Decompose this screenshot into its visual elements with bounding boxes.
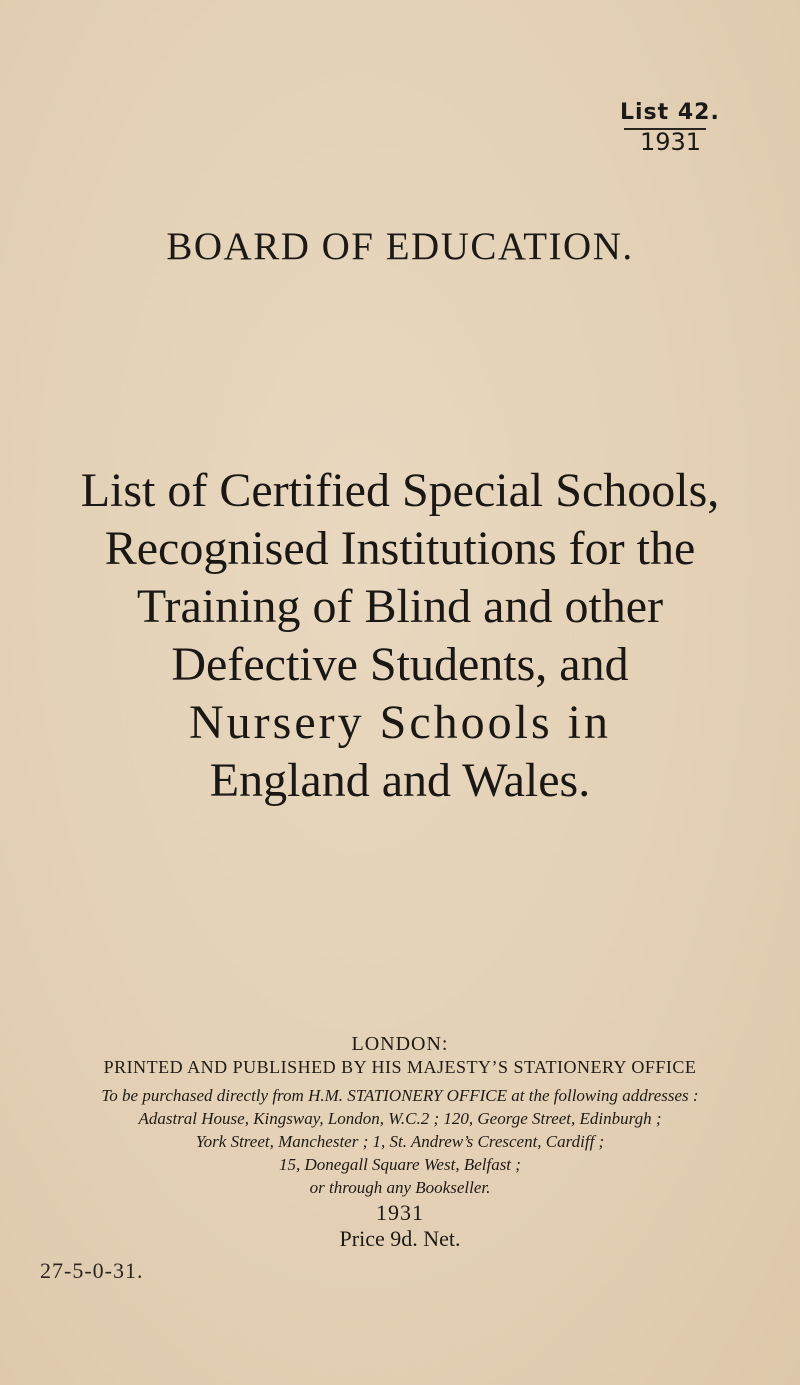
board-title: BOARD OF EDUCATION. bbox=[166, 225, 634, 268]
title-line: Defective Students, and bbox=[171, 638, 629, 691]
address-line: or through any Bookseller. bbox=[309, 1178, 491, 1197]
catalogue-code: 27-5-0-31. bbox=[40, 1258, 144, 1283]
title-line: Recognised Institutions for the bbox=[104, 522, 696, 575]
title-line: List of Certified Special Schools, bbox=[80, 464, 720, 517]
address-line: To be purchased directly from H.M. STATIONERY OFFICE at the following addresses : bbox=[101, 1086, 699, 1105]
address-line: York Street, Manchester ; 1, St. Andrew’s Crescent, Cardiff ; bbox=[195, 1132, 605, 1151]
list-number: List 42. bbox=[620, 100, 720, 125]
document-title bbox=[20, 462, 780, 810]
title-line: England and Wales. bbox=[209, 754, 591, 807]
price: Price 9d. Net. bbox=[339, 1226, 461, 1251]
imprint-year: 1931 bbox=[376, 1200, 424, 1225]
list-year: 1931 bbox=[640, 128, 702, 156]
title-line: Nursery Schools in bbox=[189, 696, 611, 749]
address-line: 15, Donegall Square West, Belfast ; bbox=[279, 1155, 521, 1174]
title-line: Training of Blind and other bbox=[136, 580, 664, 633]
imprint-city: LONDON: bbox=[351, 1033, 449, 1055]
address-line: Adastral House, Kingsway, London, W.C.2 ; 120, George Street, Edinburgh ; bbox=[138, 1109, 662, 1128]
imprint-addresses bbox=[0, 1084, 800, 1199]
imprint-publisher: PRINTED AND PUBLISHED BY HIS MAJESTY’S STATIONERY OFFICE bbox=[103, 1057, 697, 1077]
